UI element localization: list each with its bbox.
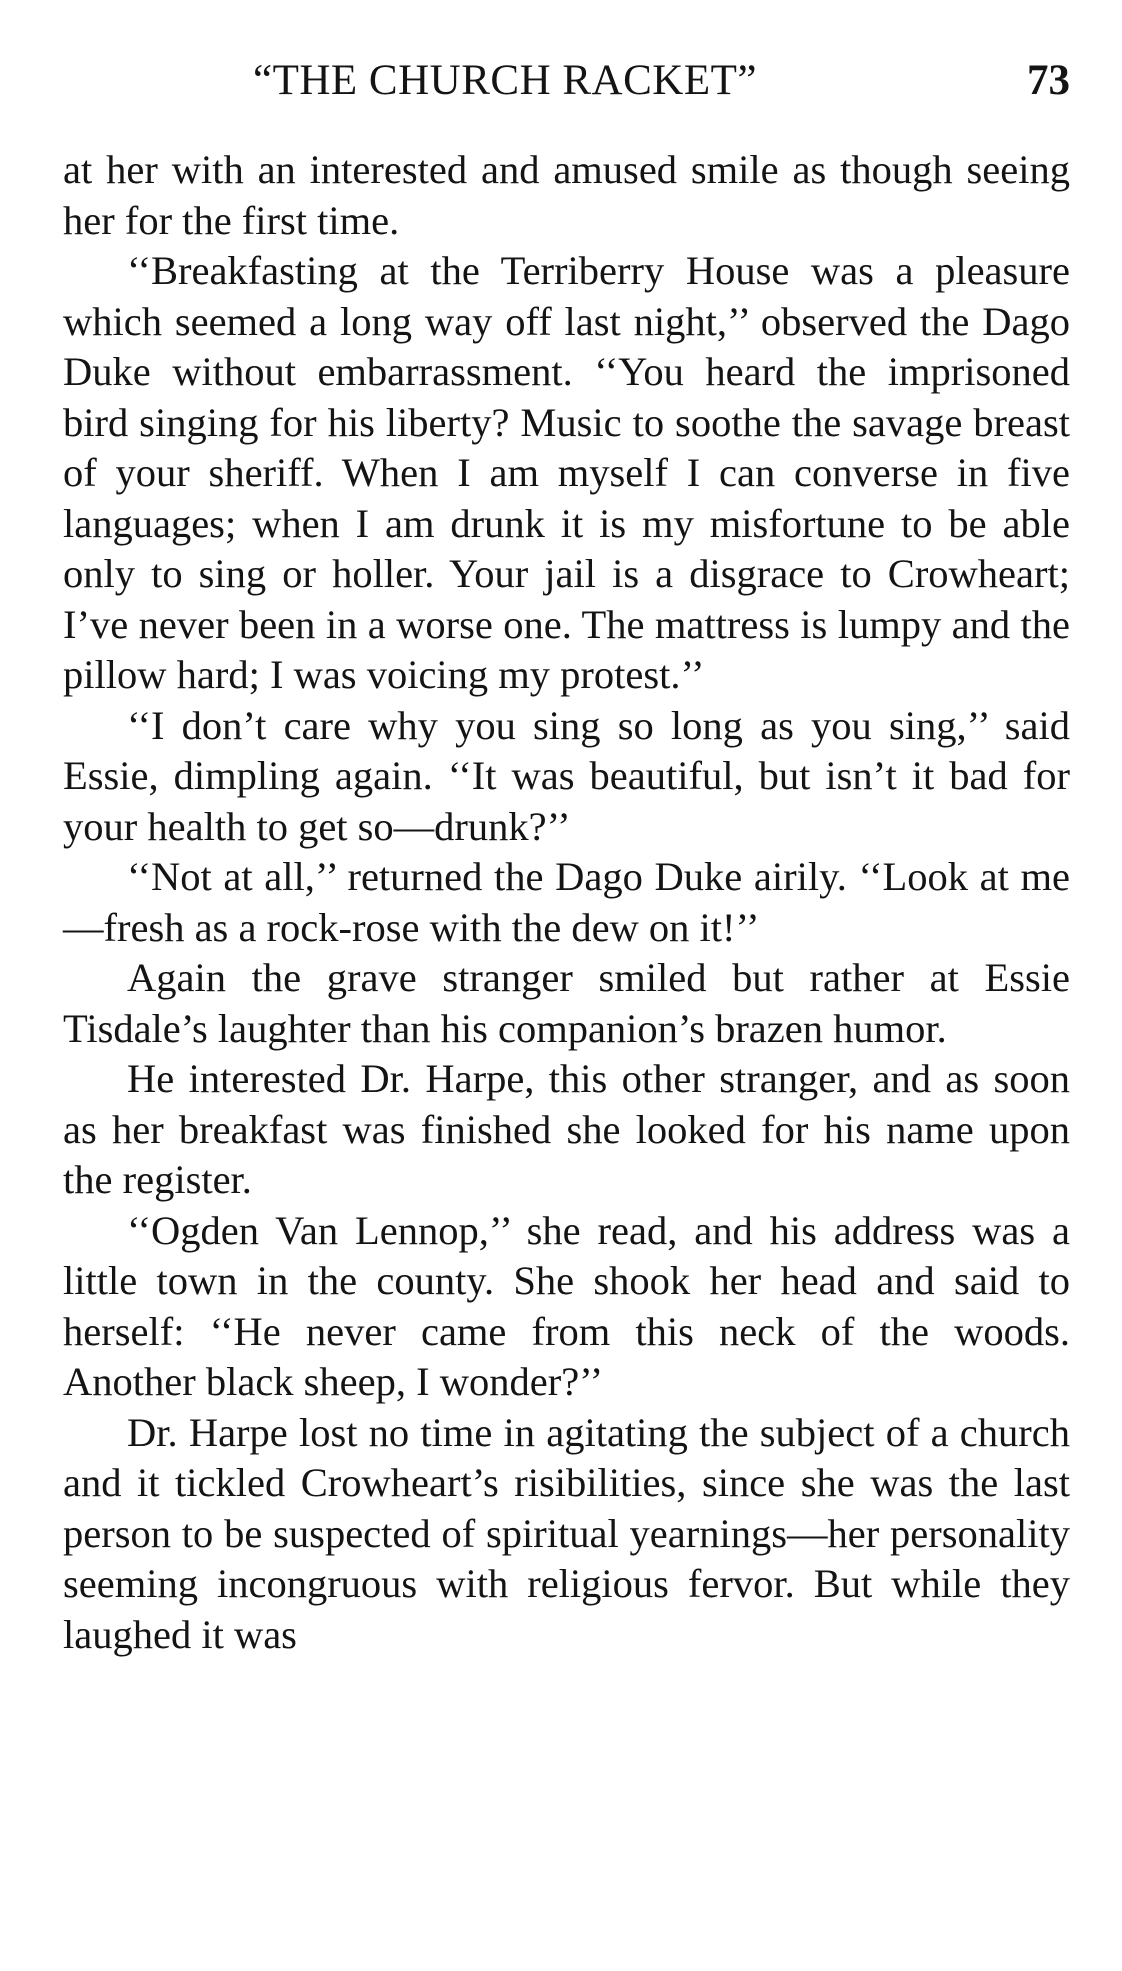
body-text [63, 145, 1070, 1660]
paragraph-7: ‘‘Ogden Van Lennop,’’ she read, and his address was a little town in the county. She shook her head and said to herself: ‘‘He never came from this neck of the woods. Another black sheep, I wonder?’’ [63, 1207, 1070, 1404]
paragraph-2: ‘‘Breakfasting at the Terriberry House was a pleasure which seemed a long way off last night,’’ observed the Dago Duke without embarrassment. ‘‘You heard the imprisoned bird singing for his liberty? Music to soothe the savage breast of your sheriff. When I am myself I can converse in five languages; when I am drunk it is my misfortune to be able only to sing or holler. Your jail is a disgrace to Crowheart; I’ve never been in a worse one. The mattress is lumpy and the pillow hard; I was voicing my protest.’’ [63, 248, 1070, 697]
running-title: “THE CHURCH RACKET” [253, 57, 757, 104]
paragraph-5: Again the grave stranger smiled but rather at Essie Tisdale’s laughter than his companion’s brazen humor. [63, 955, 1070, 1051]
paragraph-1: at her with an interested and amused smile as though seeing her for the first time. [63, 147, 1070, 243]
page-number: 73 [1027, 57, 1070, 104]
book-page [63, 0, 1070, 1971]
paragraph-4: ‘‘Not at all,’’ returned the Dago Duke airily. ‘‘Look at me—fresh as a rock-rose with the dew on it!’’ [63, 854, 1070, 950]
paragraph-8: Dr. Harpe lost no time in agitating the subject of a church and it tickled Crowheart’s risibilities, since she was the last person to be suspected of spiritual yearnings—her personality seeming incongruous with religious fervor. But while they laughed it was [63, 1409, 1070, 1657]
paragraph-3: ‘‘I don’t care why you sing so long as you sing,’’ said Essie, dimpling again. ‘‘It was beautiful, but isn’t it bad for your health to get so—drunk?’’ [63, 702, 1070, 849]
paragraph-6: He interested Dr. Harpe, this other stranger, and as soon as her breakfast was finished she looked for his name upon the register. [63, 1056, 1070, 1202]
page-header [63, 56, 1070, 116]
